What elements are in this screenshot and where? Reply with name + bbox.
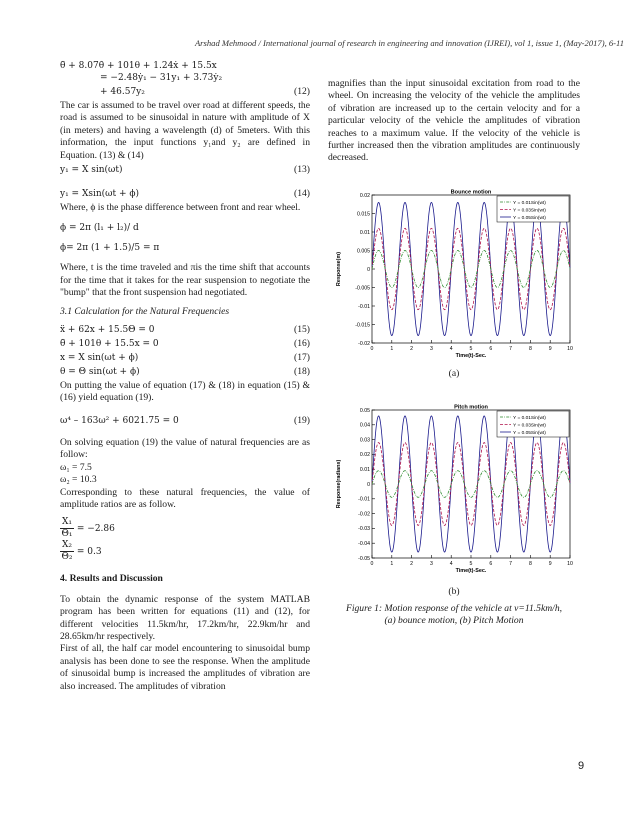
eq16: θ̈ + 101θ + 15.5x = 0 bbox=[60, 339, 159, 350]
chart1-x-tick-label: 7 bbox=[509, 346, 513, 352]
paragraph-amplitude-ratios: Corresponding to these natural frequencies, the value of amplitude ratios are as follow. bbox=[60, 486, 310, 510]
chart1-x-tick-label: 2 bbox=[410, 346, 414, 352]
chart1-x-tick-label: 1 bbox=[390, 346, 394, 352]
chart1-y-tick-label: 0 bbox=[367, 266, 370, 273]
ratio1-numerator: X₁ bbox=[62, 517, 73, 528]
chart1-x-tick-label: 3 bbox=[429, 346, 433, 352]
paragraph-matlab: To obtain the dynamic response of the system MATLAB program has been written for equations (11) and (12), for different velocities 11.5km/hr, 17.2km/hr, 22.9km/hr and 28.65km/hr respectively. bbox=[60, 593, 310, 642]
chart1-title: Bounce motion bbox=[450, 189, 492, 196]
paragraph-road-input: The car is assumed to be travel over road at different speeds, the road is assumed to be sinusoidal in nature with amplitude of X (in meters) and having a wavelength (d) of 5meters. With this information, the input functions y₁and y₂ are defined in Equation. (13) & (14) bbox=[60, 100, 310, 161]
chart2-title: Pitch motion bbox=[454, 404, 488, 411]
chart1-y-tick-label: 0.015 bbox=[357, 211, 370, 218]
chart1-x-tick-label: 10 bbox=[567, 346, 573, 352]
figure-caption: Figure 1: Motion response of the vehicle at v=11.5km/h, (a) bounce motion, (b) Pitch Motion bbox=[345, 603, 563, 626]
figure-label-b: (b) bbox=[448, 586, 460, 597]
chart2-y-tick-label: 0.02 bbox=[359, 452, 370, 459]
eq19: ω⁴ – 163ω² + 6021.75 = 0 bbox=[60, 415, 179, 426]
chart1-x-tick-label: 9 bbox=[548, 346, 552, 352]
eq-phi: ϕ = 2π (l₁ + l₂)/ d bbox=[60, 223, 139, 234]
chart2-x-tick-label: 9 bbox=[548, 561, 552, 567]
eq18: θ = Θ sin(ωt + ϕ) bbox=[60, 367, 140, 378]
chart2-x-tick-label: 10 bbox=[567, 561, 573, 567]
ratio1-value: = −2.86 bbox=[76, 524, 115, 535]
chart2-x-axis-label: Time(t)-Sec. bbox=[455, 568, 487, 574]
chart2-legend-entry: Y = 0.01Sin(wt) bbox=[513, 415, 546, 421]
chart2-y-tick-label: 0.01 bbox=[359, 467, 370, 473]
chart1-legend-entry: Y = 0.03Sin(wt) bbox=[513, 208, 546, 214]
running-header: Arshad Mehmood / International journal of research in engineering and innovation (IJREI), vol 1, issue 1, (May-2017), 6-11 bbox=[194, 38, 624, 48]
chart1-x-tick-label: 8 bbox=[528, 346, 532, 352]
paragraph-substitution: On putting the value of equation (17) & (18) in equation (15) & (16) yield equation (19). bbox=[60, 380, 310, 404]
page-number: 9 bbox=[578, 760, 585, 772]
pitch-motion-chart bbox=[328, 398, 580, 576]
eq14-number: (14) bbox=[294, 188, 310, 200]
eq13-number: (13) bbox=[294, 164, 310, 176]
eq17: x = X sin(ωt + ϕ) bbox=[60, 353, 139, 364]
chart1-y-tick-label: -0.01 bbox=[358, 303, 370, 310]
eq15-number: (15) bbox=[294, 324, 310, 336]
chart2-x-tick-label: 4 bbox=[449, 561, 453, 567]
paragraph-phase: Where, ϕ is the phase difference between front and rear wheel. bbox=[60, 202, 301, 214]
right-column bbox=[328, 78, 580, 165]
bounce-motion-chart bbox=[328, 183, 580, 361]
chart1-x-axis-label: Time(t)-Sec. bbox=[455, 353, 487, 359]
chart2-x-tick-label: 8 bbox=[528, 561, 532, 567]
chart2-y-tick-label: -0.01 bbox=[358, 496, 370, 503]
chart2-y-tick-label: -0.05 bbox=[358, 555, 370, 562]
eq12-line3: + 46.57y₂ bbox=[100, 87, 145, 97]
chart1-x-tick-label: 6 bbox=[489, 346, 493, 352]
eq18-number: (18) bbox=[294, 366, 310, 378]
chart2-x-tick-label: 5 bbox=[469, 561, 473, 567]
chart2-x-tick-label: 6 bbox=[489, 561, 493, 567]
chart1-legend-entry: Y = 0.05Sin(wt) bbox=[513, 215, 546, 221]
chart2-x-tick-label: 7 bbox=[509, 561, 513, 567]
ratio2-numerator: X₂ bbox=[62, 540, 73, 551]
eq14: y₁ = Xsin(ωt + ϕ) bbox=[60, 189, 140, 200]
left-column bbox=[60, 60, 310, 693]
eq12-number: (12) bbox=[294, 86, 310, 97]
chart1-x-tick-label: 5 bbox=[469, 346, 473, 352]
chart1-y-tick-label: 0.02 bbox=[359, 192, 370, 199]
chart1-y-tick-label: -0.015 bbox=[355, 322, 370, 329]
chart2-y-axis-label: Response(radians) bbox=[336, 459, 342, 509]
paragraph-solving: On solving equation (19) the value of natural frequencies are as follow: bbox=[60, 436, 310, 461]
ratio1-denominator: Θ₁ bbox=[61, 529, 73, 540]
eq16-number: (16) bbox=[294, 338, 310, 350]
chart2-y-tick-label: -0.03 bbox=[358, 526, 370, 533]
chart2-x-tick-label: 3 bbox=[429, 561, 433, 567]
chart2-y-tick-label: 0 bbox=[367, 481, 370, 488]
chart1-x-tick-label: 0 bbox=[370, 346, 374, 352]
eq13: y₁ = X sin(ωt) bbox=[60, 165, 123, 176]
chart1-y-tick-label: 0.005 bbox=[357, 248, 370, 255]
chart1-legend-entry: Y = 0.01Sin(wt) bbox=[513, 200, 546, 206]
chart1-y-tick-label: -0.02 bbox=[358, 340, 370, 347]
ratio2-fraction bbox=[60, 540, 74, 563]
section-4-heading: 4. Results and Discussion bbox=[60, 573, 163, 585]
chart2-y-tick-label: 0.04 bbox=[359, 422, 370, 429]
paragraph-velocity: magnifies than the input sinusoidal excitation from road to the wheel. On increasing the velocity of the vehicle the amplitudes of vibration are increased up to the certain velocity and for a particular velocity of the vehicle the amplitudes of vibration reaches to a maximum value. If the velocity of the vehicle is further increased then the vibration amplitudes are continuously decreased. bbox=[328, 78, 580, 164]
figure-label-a: (a) bbox=[448, 368, 460, 379]
chart2-x-tick-label: 2 bbox=[410, 561, 414, 567]
chart2-legend-entry: Y = 0.03Sin(wt) bbox=[513, 423, 546, 429]
chart2-legend-entry: Y = 0.05Sin(wt) bbox=[513, 430, 546, 436]
chart1-x-tick-label: 4 bbox=[449, 346, 453, 352]
omega2-value: ω₂ = 10.3 bbox=[60, 474, 97, 486]
paragraph-half-car: First of all, the half car model encountering to sinusoidal bump analysis has been done to see the response. When the amplitude of sinusoidal bump is increased the amplitudes of vibration are also increased. The amplitudes of vibration bbox=[60, 643, 310, 692]
chart1-y-tick-label: -0.005 bbox=[355, 285, 370, 292]
chart2-x-tick-label: 0 bbox=[370, 561, 374, 567]
ratio2-value: = 0.3 bbox=[76, 547, 102, 558]
chart2-x-tick-label: 1 bbox=[390, 561, 394, 567]
eq12-line2: = −2.48ẏ₁ − 31y₁ + 3.73ẏ₂ bbox=[100, 73, 223, 83]
section-3-1-heading: 3.1 Calculation for the Natural Frequencies bbox=[60, 305, 230, 317]
omega1-value: ω₁ = 7.5 bbox=[60, 461, 92, 473]
eq12-line1: θ̈ + 8.07θ̇ + 101θ + 1.24ẋ + 15.5x bbox=[60, 61, 217, 71]
eq15: ẍ + 62x + 15.5Θ = 0 bbox=[60, 325, 155, 336]
chart2-y-tick-label: 0.03 bbox=[359, 437, 370, 444]
chart2-y-tick-label: -0.02 bbox=[358, 511, 370, 518]
chart1-y-tick-label: 0.01 bbox=[359, 229, 370, 236]
eq17-number: (17) bbox=[294, 352, 310, 364]
eq-phi-value: ϕ= 2π (1 + 1.5)/5 = π bbox=[60, 243, 160, 254]
eq19-number: (19) bbox=[294, 414, 310, 426]
chart2-y-tick-label: 0.05 bbox=[359, 407, 370, 414]
ratio2-denominator: Θ₂ bbox=[61, 552, 73, 563]
chart1-y-axis-label: Response(m) bbox=[336, 251, 342, 287]
chart2-y-tick-label: -0.04 bbox=[358, 541, 370, 547]
paragraph-time-shift: Where, t is the time traveled and πis the time shift that accounts for the time that it takes for the rear suspension to negotiate the "bump" that the front suspension had negotiated. bbox=[60, 262, 310, 299]
ratio1-fraction bbox=[60, 517, 74, 540]
